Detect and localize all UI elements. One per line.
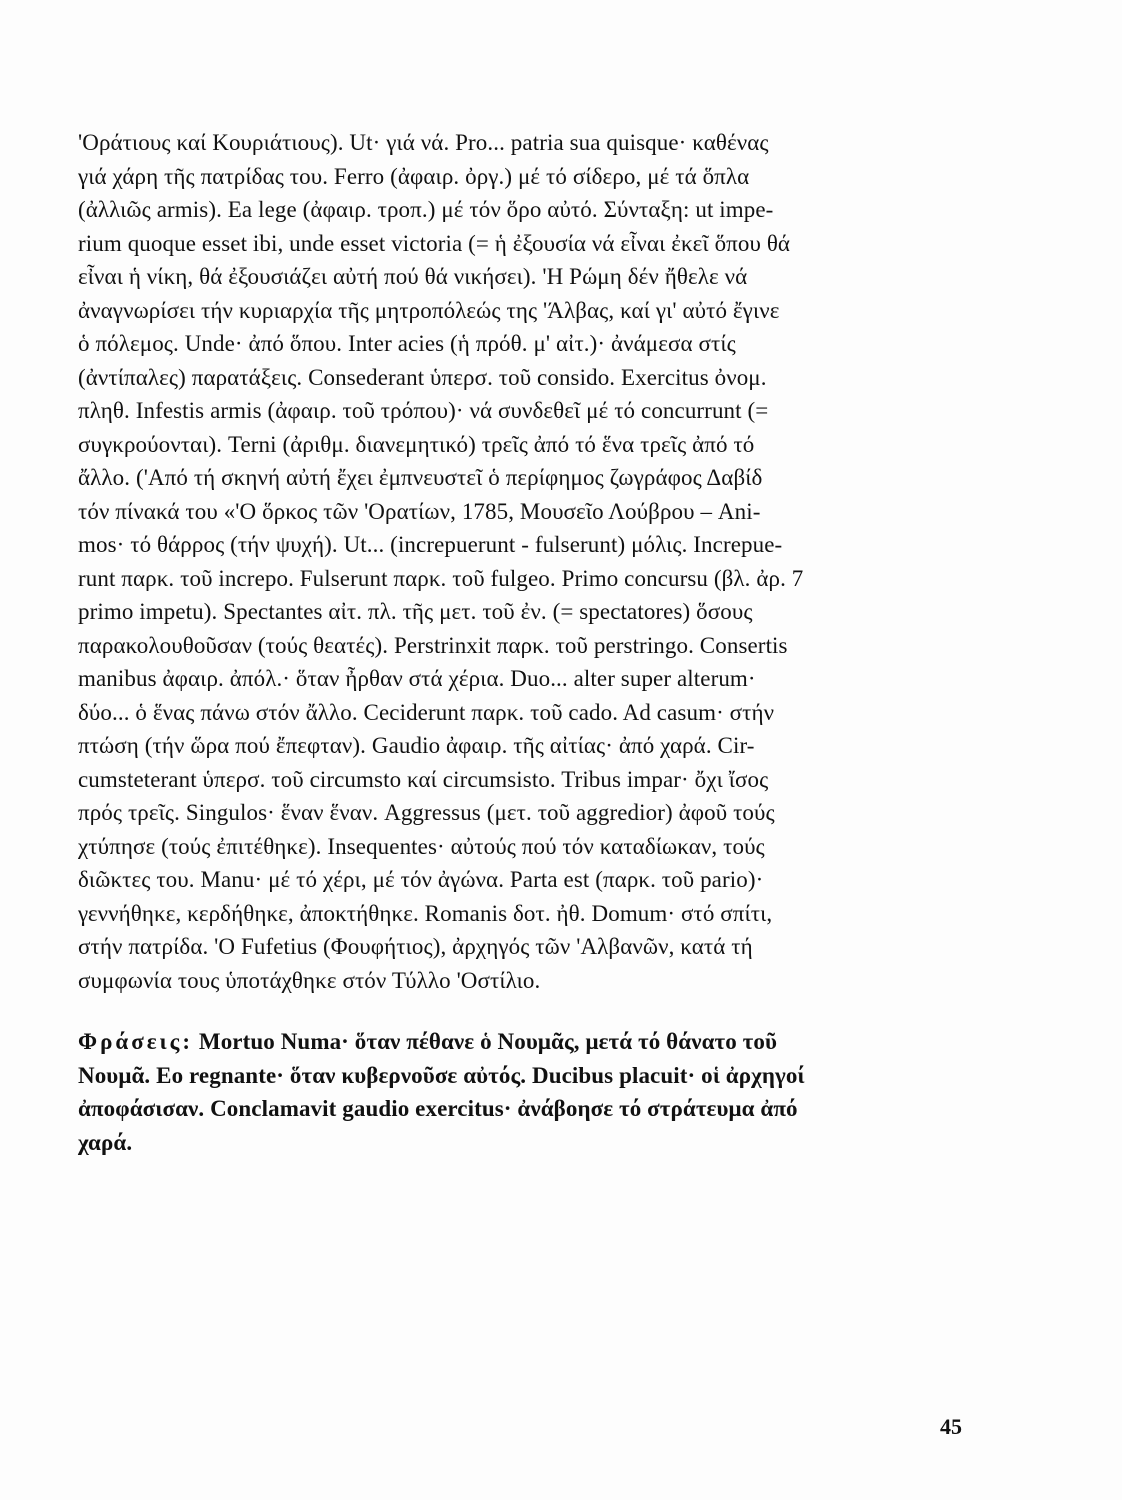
text-line: διῶκτες του. Manu· μέ τό χέρι, μέ τόν ἀγώνα. Parta est (παρκ. τοῦ pario)· — [78, 867, 764, 892]
text-line: χτύπησε (τούς ἐπιτέθηκε). Insequentes· αὐτούς πού τόν καταδίωκαν, τούς — [78, 833, 765, 859]
text-line: πληθ. Infestis armis (ἀφαιρ. τοῦ τρόπου)· νά συνδεθεῖ μέ τό concurrunt (= — [78, 398, 769, 423]
commentary-text — [78, 126, 1058, 1159]
text-line: πτώση (τήν ὥρα πού ἔπεφταν). Gaudio ἀφαιρ. τῆς αἰτίας· ἀπό χαρά. Cir- — [78, 733, 755, 758]
text-line: τόν πίνακά του «'Ο ὅρκος τῶν 'Ορατίων, 1785, Μουσεῖο Λούβρου – Ani- — [78, 498, 761, 524]
text-line: (ἀλλιῶς armis). Ea lege (ἀφαιρ. τροπ.) μέ τόν ὅρο αὐτό. Σύνταξη: ut impe- — [78, 197, 774, 222]
phrases-line: ἀποφάσισαν. Conclamavit gaudio exercitus· ἀνάβοησε τό στράτευμα ἀπό — [78, 1096, 798, 1121]
text-line: primo impetu). Spectantes αἰτ. πλ. τῆς μετ. τοῦ ἐν. (= spectatores) ὅσους — [78, 599, 753, 624]
phrases-line: χαρά. — [78, 1129, 133, 1155]
text-line: 'Οράτιους καί Κουριάτιους). Ut· γιά νά. Pro... patria sua quisque· καθένας — [78, 130, 769, 155]
text-line: παρακολουθοῦσαν (τούς θεατές). Perstrinxit παρκ. τοῦ perstringo. Consertis — [78, 632, 788, 658]
text-line: γιά χάρη τῆς πατρίδας του. Ferro (ἀφαιρ. ὀργ.) μέ τό σίδερο, μέ τά ὅπλα — [78, 163, 750, 189]
text-line: rium quoque esset ibi, unde esset victoria (= ἡ ἐξουσία νά εἶναι ἐκεῖ ὅπου θά — [78, 230, 791, 256]
text-line: εἶναι ἡ νίκη, θά ἐξουσιάζει αὐτή πού θά νικήσει). 'Η Ρώμη δέν ἤθελε νά — [78, 264, 748, 289]
text-line: ἄλλο. ('Από τή σκηνή αὐτή ἔχει ἐμπνευστεῖ ὁ περίφημος ζωγράφος Δαβίδ — [78, 465, 763, 490]
text-line: manibus ἀφαιρ. ἀπόλ.· ὅταν ἦρθαν στά χέρια. Duo... alter super alterum· — [78, 666, 756, 691]
text-line: συμφωνία τους ὑποτάχθηκε στόν Τύλλο 'Οστίλιο. — [78, 967, 541, 993]
text-line: (ἀντίπαλες) παρατάξεις. Consederant ὑπερσ. τοῦ consido. Exercitus ὀνομ. — [78, 364, 767, 390]
text-line: runt παρκ. τοῦ increpo. Fulserunt παρκ. τοῦ fulgeo. Primo concursu (βλ. ἀρ. 7 — [78, 565, 804, 591]
text-line: ὁ πόλεμος. Unde· ἀπό ὅπου. Inter acies (ἡ πρόθ. μ' αἰτ.)· ἀνάμεσα στίς — [78, 331, 736, 356]
phrases-first-line-text: Mortuo Numa· ὅταν πέθανε ὁ Νουμᾶς, μετά τό θάνατο τοῦ — [193, 1029, 778, 1054]
page-number: 45 — [940, 1414, 962, 1439]
phrases-section — [78, 1025, 1058, 1159]
text-line: δύο... ὁ ἕνας πάνω στόν ἄλλο. Ceciderunt παρκ. τοῦ cado. Ad casum· στήν — [78, 699, 775, 725]
text-line: συγκρούονται). Terni (ἀριθμ. διανεμητικό) τρεῖς ἀπό τό ἕνα τρεῖς ἀπό τό — [78, 431, 755, 457]
text-line: πρός τρεῖς. Singulos· ἕναν ἕναν. Aggressus (μετ. τοῦ aggredior) ἀφοῦ τούς — [78, 800, 775, 825]
phrases-first-line — [78, 1025, 1058, 1059]
text-line: γεννήθηκε, κερδήθηκε, ἀποκτήθηκε. Romanis δοτ. ἠθ. Domum· στό σπίτι, — [78, 900, 773, 926]
text-line: mos· τό θάρρος (τήν ψυχή). Ut... (increpuerunt - fulserunt) μόλις. Increpue- — [78, 532, 783, 557]
paragraph-gap — [78, 997, 1058, 1025]
text-line: στήν πατρίδα. 'Ο Fufetius (Φουφήτιος), ἀρχηγός τῶν 'Αλβανῶν, κατά τή — [78, 934, 753, 959]
text-line: cumsteterant ὑπερσ. τοῦ circumsto καί circumsisto. Tribus impar· ὄχι ἴσος — [78, 766, 769, 792]
phrases-label: Φράσεις: — [78, 1029, 194, 1054]
phrases-line: Νουμᾶ. Eo regnante· ὅταν κυβερνοῦσε αὐτός. Ducibus placuit· οἱ ἀρχηγοί — [78, 1062, 805, 1088]
text-line: ἀναγνωρίσει τήν κυριαρχία τῆς μητροπόλεώς της 'Άλβας, καί γι' αὐτό ἔγινε — [78, 297, 780, 323]
